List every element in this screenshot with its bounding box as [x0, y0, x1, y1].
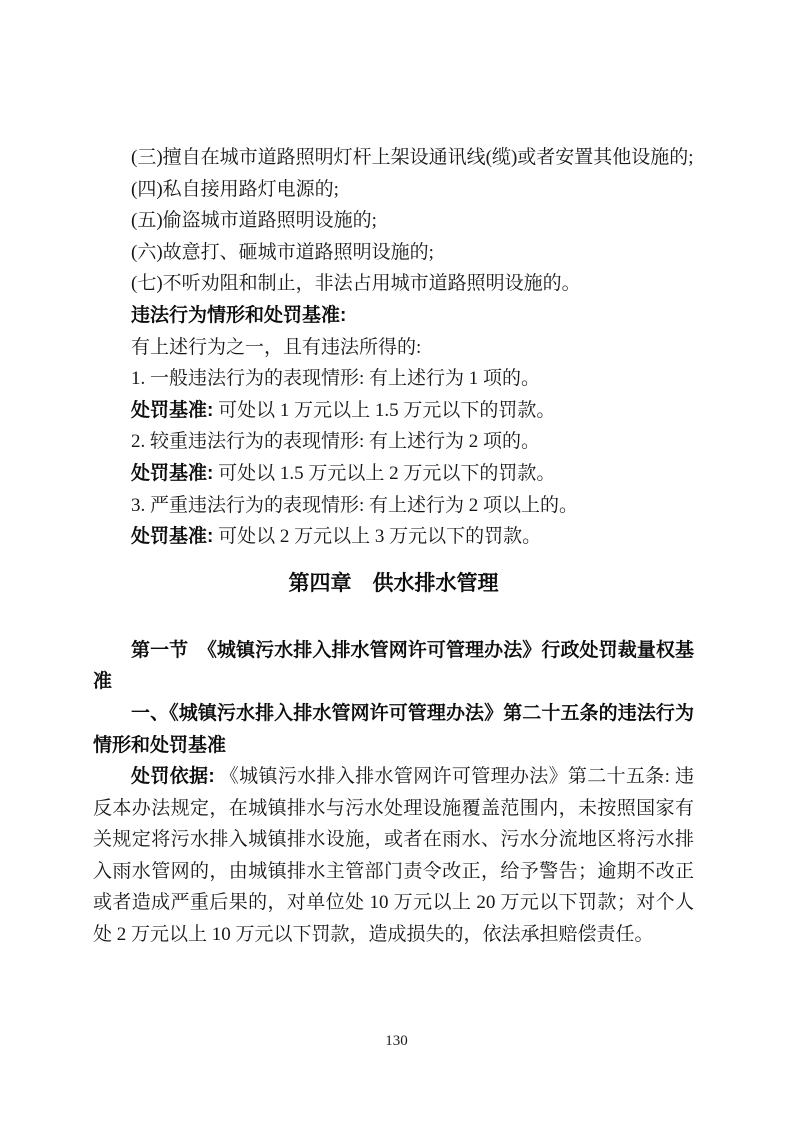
list-item-3: (三)擅自在城市道路照明灯杆上架设通讯线(缆)或者安置其他设施的;	[131, 147, 694, 168]
tier1-scenario: 1. 一般违法行为的表现情形: 有上述行为 1 项的。	[131, 368, 541, 390]
section-heading: 第一节 《城镇污水排入排水管网许可管理办法》行政处罚裁量权基准	[93, 639, 694, 693]
violation-criteria-heading: 违法行为情形和处罚基准:	[131, 304, 347, 326]
tier1-penalty-text: 可处以 1 万元以上 1.5 万元以下的罚款。	[213, 399, 556, 421]
page-number: 130	[385, 1033, 408, 1049]
tier2-scenario: 2. 较重违法行为的表现情形: 有上述行为 2 项的。	[131, 431, 541, 453]
list-item-4: (四)私自接用路灯电源的;	[131, 178, 339, 200]
list-item-6: (六)故意打、砸城市道路照明设施的;	[131, 241, 434, 263]
criteria-intro: 有上述行为之一，且有违法所得的:	[131, 336, 422, 358]
tier1-penalty	[93, 395, 694, 427]
penalty-basis-label: 处罚依据:	[131, 766, 215, 788]
subsection-heading: 一、《城镇污水排入排水管网许可管理办法》第二十五条的违法行为情形和处罚基准	[93, 702, 694, 756]
tier2-penalty-label: 处罚基准:	[131, 462, 214, 484]
tier3-penalty-text: 可处以 2 万元以上 3 万元以下的罚款。	[213, 526, 542, 548]
chapter-title: 第四章 供水排水管理	[288, 571, 499, 595]
tier2-penalty-text: 可处以 1.5 万元以上 2 万元以下的罚款。	[213, 462, 556, 484]
list-item-7: (七)不听劝阻和制止，非法占用城市道路照明设施的。	[131, 273, 581, 295]
tier3-penalty	[93, 521, 694, 553]
penalty-basis-text: 《城镇污水排入排水管网许可管理办法》第二十五条: 违反本办法规定，在城镇排水与污水处理设施覆盖范围内，未按照国家有关规定将污水排入城镇排水设施，或者在雨水、污水分流地区将污水排入雨水管网的，由城镇排水主管部门责令改正，给予警告；逾期不改正或者造成严重后果的，对单位处 10 万元以上 20 万元以下罚款；对个人处 2 万元以上 10 万元以下罚款，造成损失的，依法承担赔偿责任。	[93, 766, 695, 946]
tier2-penalty	[93, 458, 694, 490]
penalty-basis-paragraph	[93, 761, 694, 951]
tier3-scenario: 3. 严重违法行为的表现情形: 有上述行为 2 项以上的。	[131, 494, 579, 516]
tier3-penalty-label: 处罚基准:	[131, 526, 214, 548]
tier1-penalty-label: 处罚基准:	[131, 399, 214, 421]
list-item-5: (五)偷盗城市道路照明设施的;	[131, 210, 377, 232]
page-content	[93, 142, 694, 951]
